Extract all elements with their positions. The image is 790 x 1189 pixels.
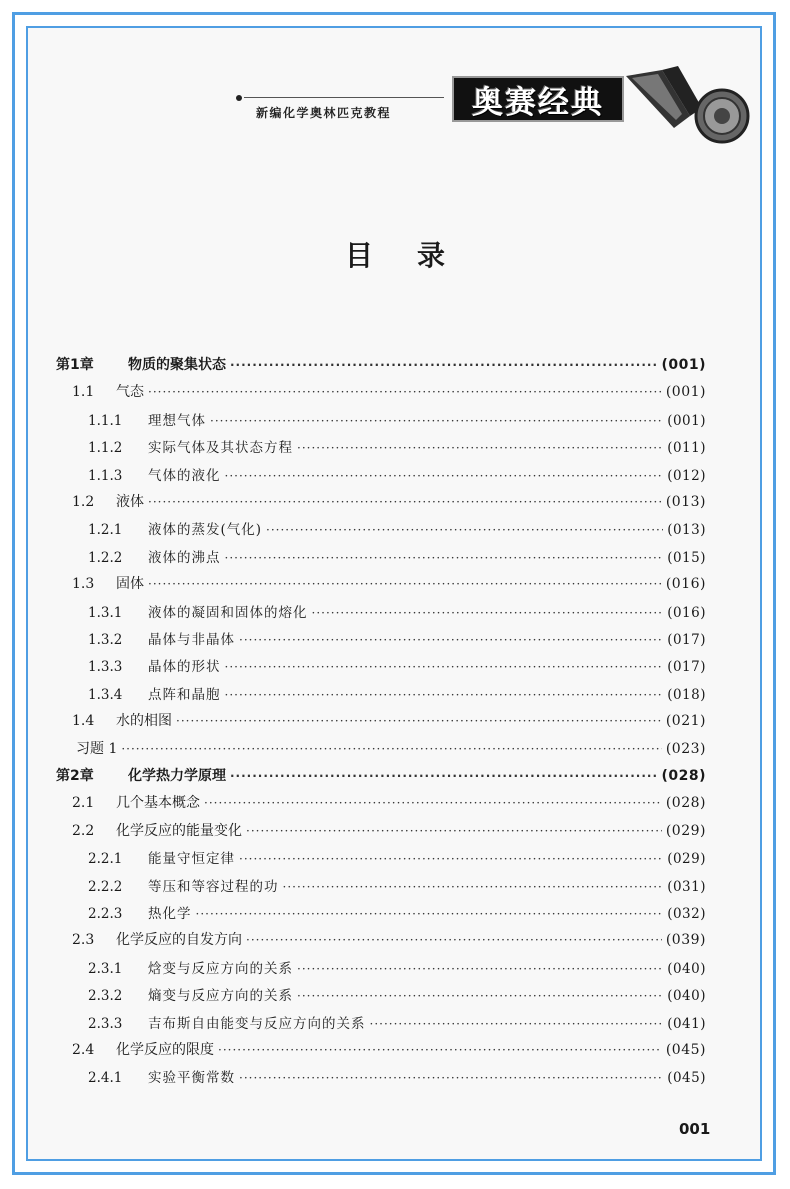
toc-entry[interactable]	[56, 765, 706, 789]
toc-entry-number: 2.2.3	[88, 906, 123, 922]
toc-entry-page: (045)	[667, 1070, 706, 1087]
toc-entry[interactable]	[56, 957, 706, 981]
toc-entry-number: 2.2	[72, 822, 95, 839]
toc-entry[interactable]	[56, 1039, 706, 1063]
toc-entry-page: (029)	[665, 822, 706, 839]
dot-leader	[239, 1071, 663, 1085]
toc-entry[interactable]	[56, 710, 706, 734]
toc-entry-number: 2.3	[72, 932, 95, 949]
toc-entry-page: (040)	[667, 988, 706, 1005]
toc-entry-number: 1.1.3	[88, 467, 123, 484]
toc-entry-number: 2.2.2	[88, 878, 123, 895]
toc-entry-number: 1.2	[72, 494, 95, 510]
dot-leader	[225, 688, 664, 702]
dot-leader	[246, 824, 662, 838]
dot-leader	[239, 633, 663, 647]
toc-entry-page: (012)	[667, 467, 706, 484]
toc-entry-title: 液体的蒸发(气化)	[148, 522, 263, 539]
dot-leader	[246, 933, 662, 947]
toc-entry-title: 实际气体及其状态方程	[148, 440, 293, 457]
toc-entry-page: (016)	[665, 576, 706, 593]
toc-entry-page: (028)	[665, 795, 706, 812]
toc-entry-number: 1.3.3	[88, 659, 123, 676]
toc-entry-title: 吉布斯自由能变与反应方向的关系	[148, 1015, 366, 1032]
toc-entry-page: (017)	[667, 659, 706, 676]
toc-entry-title: 化学反应的自发方向	[116, 932, 242, 949]
toc-entry-page: (031)	[667, 878, 706, 895]
toc-entry-page: (040)	[667, 960, 706, 977]
toc-entry[interactable]	[56, 601, 706, 625]
toc-entry[interactable]	[56, 491, 706, 515]
bullet-dot	[236, 95, 242, 101]
toc-entry[interactable]	[56, 546, 706, 570]
toc-entry[interactable]	[56, 820, 706, 844]
toc-entry-number: 1.2.2	[88, 549, 123, 566]
toc-entry-title: 几个基本概念	[116, 795, 200, 812]
toc-entry-title: 实验平衡常数	[148, 1070, 235, 1087]
toc-entry-title: 习题 1	[76, 740, 118, 757]
dot-leader	[370, 1017, 664, 1031]
toc-entry-title: 液体的沸点	[148, 549, 221, 566]
toc-entry-number: 2.3.2	[88, 988, 123, 1005]
toc-entry-page: (032)	[667, 906, 706, 922]
toc-entry[interactable]	[56, 875, 706, 899]
dot-leader	[121, 742, 661, 756]
toc-entry[interactable]	[56, 655, 706, 679]
toc-entry-number: 2.2.1	[88, 851, 123, 868]
toc-entry-title: 晶体与非晶体	[148, 632, 235, 648]
toc-entry-page: (015)	[667, 549, 706, 566]
toc-entry-title: 固体	[116, 576, 144, 593]
series-title: 新编化学奥林匹克教程	[256, 106, 392, 120]
toc-entry-number: 1.3.2	[88, 632, 123, 648]
dot-leader	[218, 1043, 662, 1057]
dot-leader	[204, 796, 662, 810]
toc-entry-number: 1.3.4	[88, 686, 123, 703]
toc-entry[interactable]	[56, 738, 706, 762]
toc-entry-page: (021)	[665, 713, 706, 730]
toc-entry-title: 焓变与反应方向的关系	[148, 960, 293, 977]
toc-entry-title: 化学反应的能量变化	[116, 822, 242, 839]
brand-title: 奥赛经典	[472, 84, 604, 121]
toc-entry-number: 2.3.3	[88, 1015, 123, 1032]
toc-entry[interactable]	[56, 381, 706, 405]
toc-entry-page: (045)	[665, 1042, 706, 1058]
toc-entry[interactable]	[56, 628, 706, 652]
toc-entry-title: 热化学	[148, 906, 192, 922]
toc-entry-title: 化学热力学原理	[128, 768, 226, 784]
toc-entry-number: 2.4.1	[88, 1070, 123, 1087]
dot-leader	[312, 606, 664, 620]
page-title: 目录	[344, 239, 489, 272]
toc-entry-page: (001)	[661, 357, 706, 373]
dot-leader	[283, 880, 664, 894]
dot-leader	[297, 441, 663, 455]
dot-leader	[210, 414, 663, 428]
toc-entry[interactable]	[56, 409, 706, 433]
toc-entry-number: 1.1	[72, 384, 95, 401]
toc-entry-page: (028)	[661, 768, 706, 784]
toc-entry[interactable]	[56, 354, 706, 378]
dot-leader	[266, 523, 663, 537]
toc-entry-number: 第1章	[56, 357, 94, 373]
toc-entry[interactable]	[56, 573, 706, 597]
toc-entry-number: 2.1	[72, 795, 95, 812]
page-number: 001	[679, 1120, 711, 1138]
toc-entry-page: (023)	[665, 740, 706, 757]
toc-entry-number: 2.3.1	[88, 960, 123, 977]
dot-leader	[230, 358, 657, 372]
toc-entry-page: (013)	[665, 494, 706, 510]
toc-entry-page: (017)	[667, 632, 706, 648]
toc-entry[interactable]	[56, 464, 706, 488]
toc-entry-title: 能量守恒定律	[148, 851, 235, 868]
toc-entry-page: (013)	[667, 522, 706, 539]
toc-entry-page: (001)	[665, 384, 706, 401]
dot-leader	[225, 551, 664, 565]
brand-badge	[452, 76, 624, 122]
toc-entry[interactable]	[56, 683, 706, 707]
toc-entry-title: 理想气体	[148, 412, 206, 429]
dot-leader	[230, 769, 657, 783]
dot-leader	[297, 989, 663, 1003]
toc-entry-number: 1.2.1	[88, 522, 123, 539]
dot-leader	[297, 962, 663, 976]
dot-leader	[148, 385, 662, 399]
toc-entry-title: 液体	[116, 494, 144, 510]
toc-entry[interactable]	[56, 1012, 706, 1036]
toc-entry-page: (041)	[667, 1015, 706, 1032]
dot-leader	[196, 907, 664, 921]
toc-entry-title: 气体的液化	[148, 467, 221, 484]
toc-entry-page: (016)	[667, 604, 706, 621]
toc-entry-title: 水的相图	[116, 713, 172, 730]
toc-entry-number: 1.3.1	[88, 604, 123, 621]
toc-entry[interactable]	[56, 792, 706, 816]
medal-icon	[622, 62, 752, 152]
toc-entry[interactable]	[56, 847, 706, 871]
toc-entry[interactable]	[56, 984, 706, 1008]
toc-entry-number: 1.4	[72, 713, 95, 730]
toc-entry-number: 1.1.1	[88, 412, 123, 429]
toc-entry[interactable]	[56, 436, 706, 460]
dot-leader	[176, 714, 662, 728]
toc-entry-page: (039)	[665, 932, 706, 949]
toc-entry-page: (011)	[667, 440, 706, 457]
toc-entry-title: 化学反应的限度	[116, 1042, 214, 1058]
toc-entry[interactable]	[56, 518, 706, 542]
toc-entry-title: 点阵和晶胞	[148, 686, 221, 703]
toc-entry[interactable]	[56, 929, 706, 953]
dot-leader	[225, 660, 664, 674]
toc-entry-page: (001)	[667, 412, 706, 429]
toc-entry-page: (018)	[667, 686, 706, 703]
toc-entry-title: 等压和等容过程的功	[148, 878, 279, 895]
toc-entry-title: 物质的聚集状态	[128, 357, 226, 373]
toc-entry-title: 熵变与反应方向的关系	[148, 988, 293, 1005]
toc-entry-title: 晶体的形状	[148, 659, 221, 676]
dot-leader	[239, 852, 663, 866]
toc-entry-number: 2.4	[72, 1042, 95, 1058]
toc-entry-page: (029)	[667, 851, 706, 868]
dot-leader	[148, 577, 662, 591]
toc-entry[interactable]	[56, 1066, 706, 1090]
header-rule	[244, 97, 444, 98]
toc-entry-title: 气态	[116, 384, 144, 401]
dot-leader	[225, 469, 664, 483]
toc-entry-number: 第2章	[56, 768, 94, 784]
dot-leader	[148, 495, 662, 509]
toc-entry-number: 1.1.2	[88, 440, 123, 457]
toc-entry[interactable]	[56, 902, 706, 926]
toc-entry-title: 液体的凝固和固体的熔化	[148, 604, 308, 621]
toc-entry-number: 1.3	[72, 576, 95, 593]
